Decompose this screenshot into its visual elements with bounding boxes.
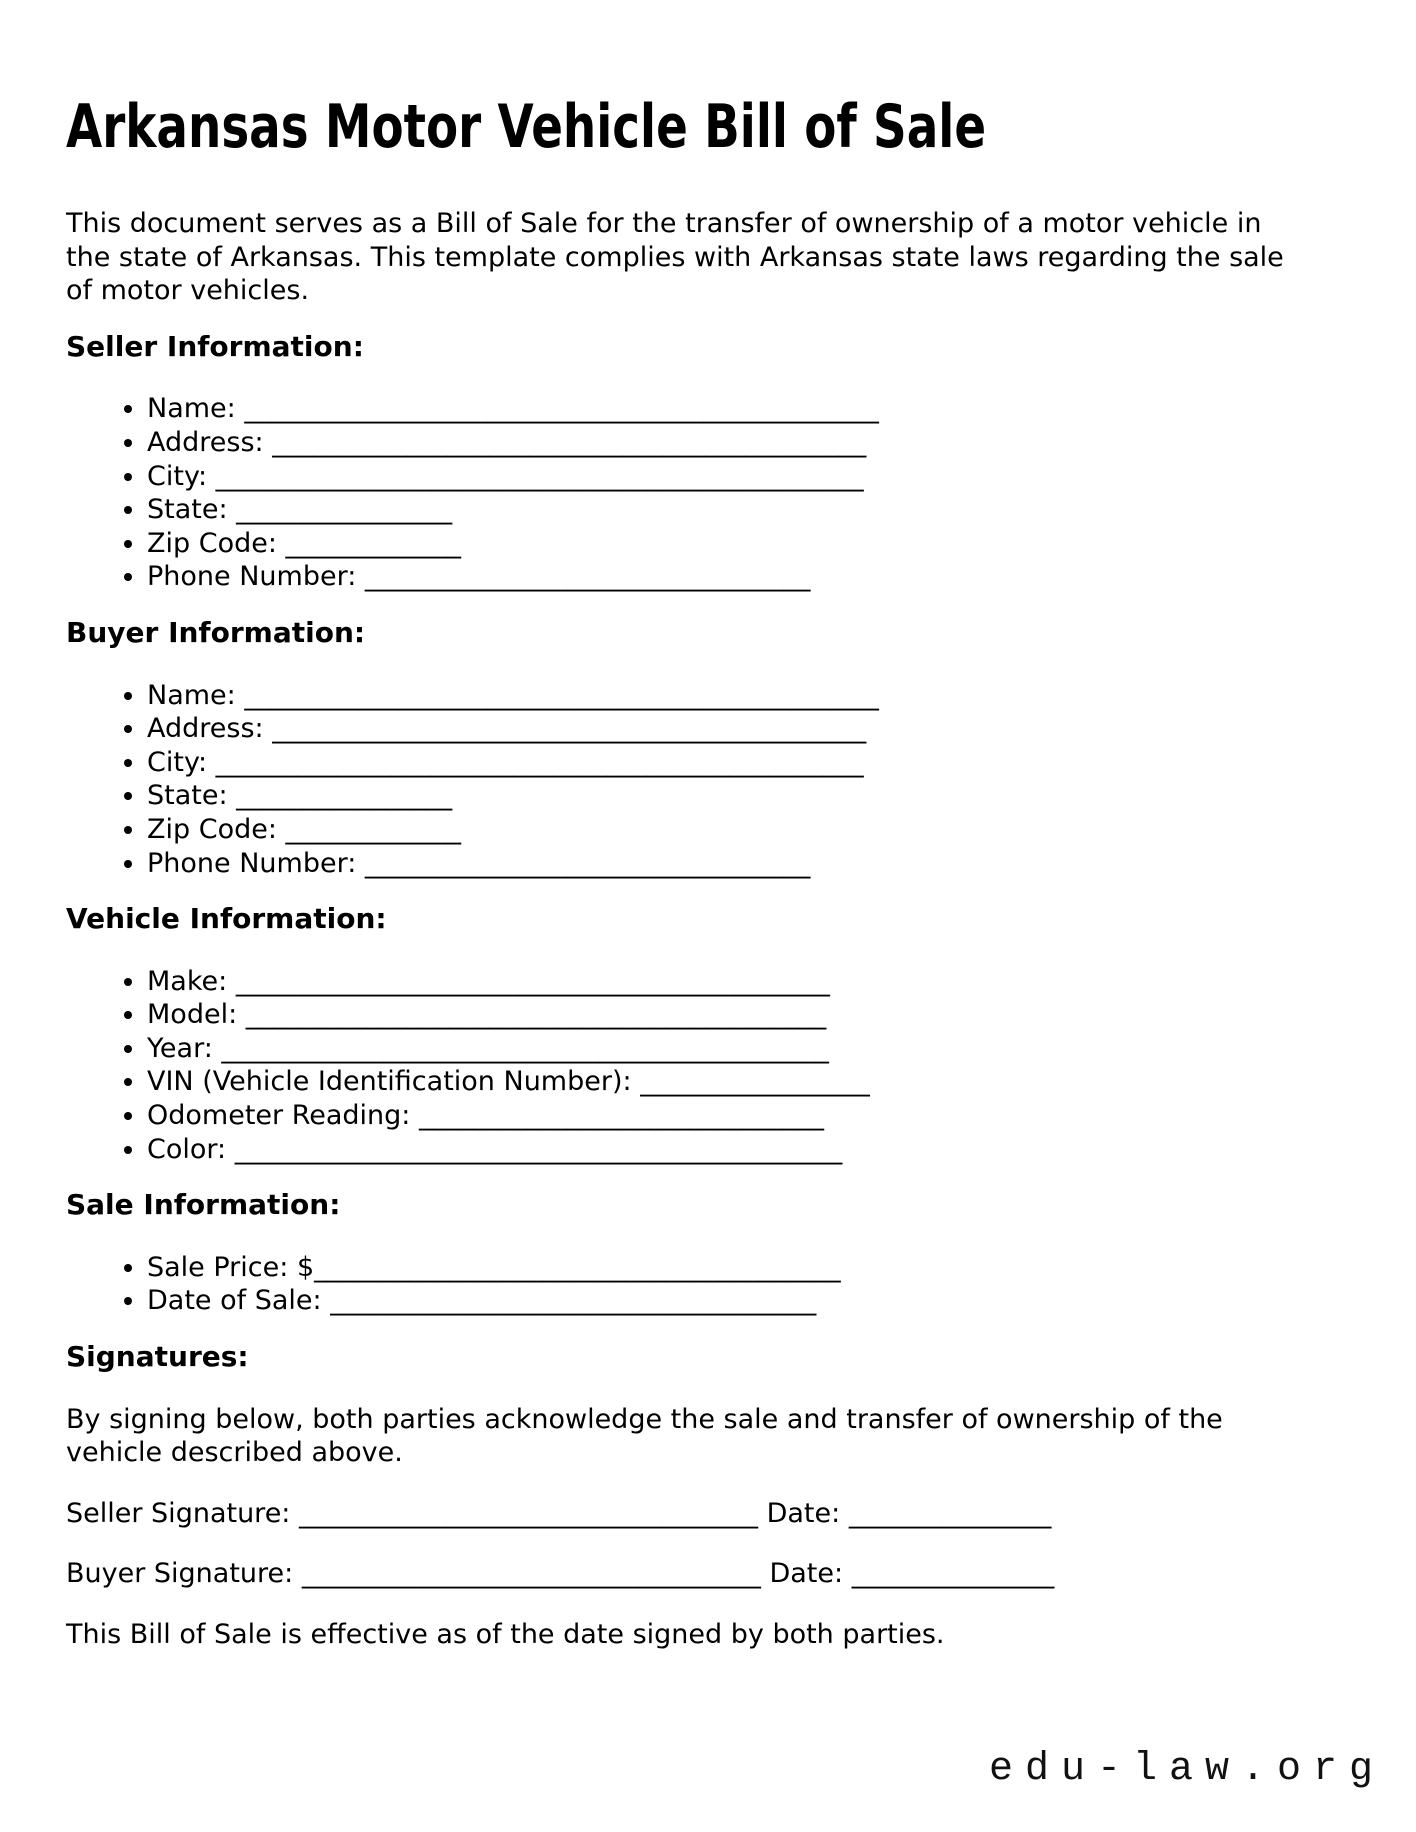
field-label: State:	[147, 780, 228, 812]
blank-line: ________________	[236, 780, 453, 812]
blank-line: ________________	[236, 494, 453, 526]
section-heading-vehicle: Vehicle Information:	[66, 902, 387, 936]
field-vehicle-odometer	[147, 1099, 1350, 1133]
signature-acknowledgment	[66, 1403, 1350, 1470]
blank-line: _________________________________	[364, 561, 811, 593]
section-heading-signatures: Signatures:	[66, 1340, 249, 1374]
blank-line: ______________________________	[419, 1100, 824, 1132]
field-label: City:	[147, 460, 208, 492]
buyer-field-list	[66, 679, 1350, 881]
acknowledgment-line-2: vehicle described above.	[66, 1437, 403, 1469]
field-label: Sale Price:	[147, 1251, 289, 1283]
field-buyer-state	[147, 779, 1350, 813]
field-label: City:	[147, 746, 208, 778]
blank-line: ____________________________________________	[235, 965, 830, 997]
blank-line: _____________________________________________	[234, 1133, 843, 1165]
field-seller-state	[147, 493, 1350, 527]
site-watermark: edu-law.org	[988, 1746, 1385, 1792]
field-label: Name:	[147, 393, 236, 425]
seller-date-blank: _______________	[848, 1497, 1052, 1529]
seller-signature-blank: __________________________________	[299, 1497, 758, 1529]
field-label: Year:	[147, 1032, 213, 1064]
blank-line: _____________	[285, 527, 462, 559]
field-label: Phone Number:	[147, 847, 357, 879]
field-seller-zip	[147, 527, 1350, 561]
blank-line: _________________	[640, 1066, 870, 1098]
field-vehicle-vin	[147, 1065, 1350, 1099]
field-label: Address:	[147, 426, 264, 458]
section-heading-seller: Seller Information:	[66, 329, 364, 363]
field-label: VIN (Vehicle Identification Number):	[147, 1066, 632, 1098]
field-label: Zip Code:	[147, 813, 277, 845]
field-buyer-phone	[147, 847, 1350, 881]
effective-note: This Bill of Sale is effective as of the date signed by both parties.	[66, 1619, 945, 1650]
field-seller-city	[147, 460, 1350, 494]
intro-line-1: This document serves as a Bill of Sale for the transfer of ownership of a motor vehicle in	[66, 208, 1262, 239]
field-label: Model:	[147, 999, 238, 1031]
field-vehicle-make	[147, 965, 1350, 999]
section-heading-sale: Sale Information:	[66, 1188, 341, 1222]
field-sale-date	[147, 1284, 1350, 1318]
field-buyer-zip	[147, 813, 1350, 847]
buyer-signature-label: Buyer Signature:	[66, 1558, 294, 1590]
buyer-signature-row	[66, 1557, 1350, 1591]
field-label: Color:	[147, 1133, 227, 1165]
field-seller-name	[147, 392, 1350, 426]
blank-line: _____________	[285, 813, 462, 845]
blank-line: ___________________________________________	[245, 999, 827, 1031]
field-label: Zip Code:	[147, 527, 277, 559]
buyer-date-label: Date:	[769, 1558, 844, 1590]
blank-line: _______________________________________________	[244, 393, 879, 425]
buyer-signature-blank: __________________________________	[301, 1558, 761, 1590]
field-label: Name:	[147, 679, 236, 711]
field-label: Make:	[147, 965, 228, 997]
blank-line: ____________________________________________	[272, 426, 867, 458]
acknowledgment-line-1: By signing below, both parties acknowledge the sale and transfer of ownership of the	[66, 1403, 1223, 1435]
seller-date-label: Date:	[766, 1497, 841, 1529]
section-heading-buyer: Buyer Information:	[66, 615, 366, 649]
field-vehicle-year	[147, 1032, 1350, 1066]
sale-field-list	[66, 1251, 1350, 1318]
field-buyer-name	[147, 679, 1350, 713]
blank-line: ____________________________________	[330, 1285, 817, 1317]
field-label: State:	[147, 494, 228, 526]
field-vehicle-model	[147, 998, 1350, 1032]
field-label: Phone Number:	[147, 561, 357, 593]
blank-line: _________________________________	[364, 847, 811, 879]
field-label: Odometer Reading:	[147, 1100, 411, 1132]
field-buyer-address	[147, 712, 1350, 746]
field-sale-price	[147, 1251, 1350, 1285]
field-seller-phone	[147, 560, 1350, 594]
intro-line-2: the state of Arkansas. This template complies with Arkansas state laws regarding the sale	[66, 241, 1284, 273]
page-title: Arkansas Motor Vehicle Bill of Sale	[66, 92, 987, 162]
seller-signature-label: Seller Signature:	[66, 1497, 291, 1529]
blank-line: $_______________________________________	[296, 1251, 841, 1283]
blank-line: ________________________________________________	[215, 746, 864, 778]
buyer-date-blank: _______________	[851, 1558, 1055, 1590]
intro-paragraph	[66, 207, 1350, 308]
field-label: Address:	[147, 713, 264, 745]
field-vehicle-color	[147, 1133, 1350, 1167]
blank-line: ________________________________________________	[215, 460, 864, 492]
seller-signature-row	[66, 1497, 1350, 1531]
blank-line: _____________________________________________	[221, 1032, 829, 1064]
blank-line: ____________________________________________	[272, 713, 867, 745]
vehicle-field-list	[66, 965, 1350, 1167]
seller-field-list	[66, 392, 1350, 594]
intro-line-3: of motor vehicles.	[66, 275, 310, 307]
field-label: Date of Sale:	[147, 1285, 322, 1317]
field-seller-address	[147, 426, 1350, 460]
blank-line: _______________________________________________	[244, 679, 879, 711]
field-buyer-city	[147, 746, 1350, 780]
